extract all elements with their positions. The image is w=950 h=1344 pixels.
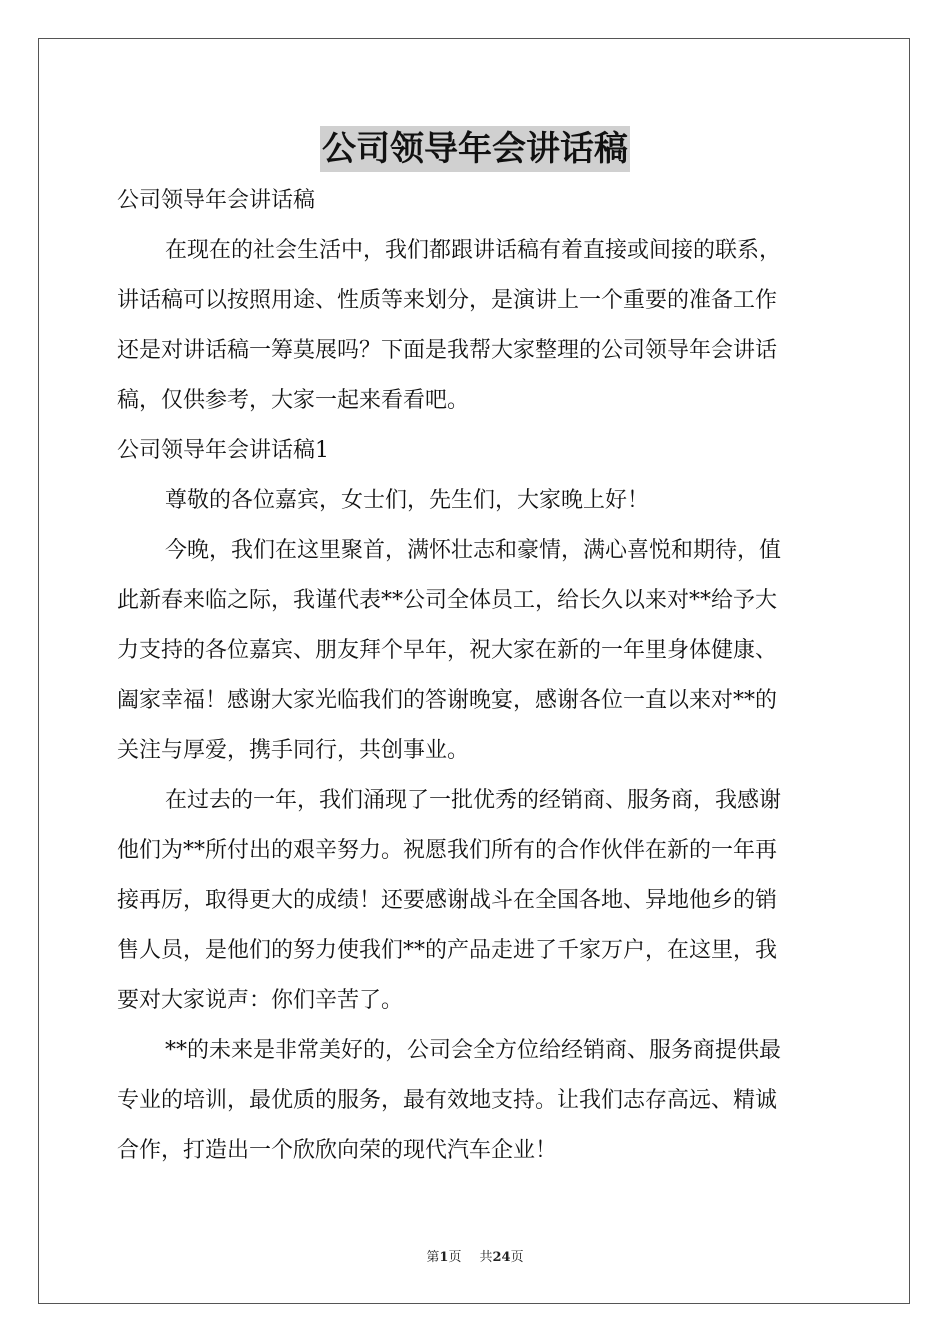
page-prefix: 第 [426, 1250, 440, 1265]
total-pages: 24 [492, 1250, 511, 1265]
text-line: 还是对讲话稿一筹莫展吗？下面是我帮大家整理的公司领导年会讲话 [117, 338, 778, 363]
text-line: 阖家幸福！感谢大家光临我们的答谢晚宴，感谢各位一直以来对**的 [117, 688, 778, 713]
total-suffix: 页 [510, 1250, 524, 1265]
text-line: 专业的培训，最优质的服务，最有效地支持。让我们志存高远、精诚 [117, 1088, 778, 1113]
text-line: 此新春来临之际，我谨代表**公司全体员工，给长久以来对**给予大 [117, 588, 778, 613]
text-line: 公司领导年会讲话稿 [117, 188, 316, 213]
total-prefix: 共 [479, 1250, 493, 1265]
text-line: 合作，打造出一个欣欣向荣的现代汽车企业！ [117, 1138, 558, 1163]
text-line: 接再厉，取得更大的成绩！还要感谢战斗在全国各地、异地他乡的销 [117, 888, 778, 913]
page-suffix: 页 [448, 1250, 462, 1265]
text-line: 力支持的各位嘉宾、朋友拜个早年，祝大家在新的一年里身体健康、 [117, 638, 778, 663]
document-title: 公司领导年会讲话稿 [320, 126, 630, 172]
page-footer [0, 1246, 950, 1265]
text-line: 他们为**所付出的艰辛努力。祝愿我们所有的合作伙伴在新的一年再 [117, 838, 778, 863]
text-line: 尊敬的各位嘉宾，女士们，先生们，大家晚上好！ [165, 488, 650, 513]
text-line: 稿，仅供参考，大家一起来看看吧。 [117, 388, 470, 413]
title-container [0, 126, 950, 172]
document-body [117, 176, 833, 1176]
text-line: 在过去的一年，我们涌现了一批优秀的经销商、服务商，我感谢 [165, 788, 782, 813]
text-line: 今晚，我们在这里聚首，满怀壮志和豪情，满心喜悦和期待，值 [165, 538, 782, 563]
text-line: 售人员，是他们的努力使我们**的产品走进了千家万户，在这里，我 [117, 938, 778, 963]
text-line: 在现在的社会生活中，我们都跟讲话稿有着直接或间接的联系， [165, 238, 782, 263]
page-number: 1 [439, 1250, 449, 1265]
text-line: 公司领导年会讲话稿1 [117, 438, 329, 463]
text-line: **的未来是非常美好的，公司会全方位给经销商、服务商提供最 [165, 1038, 782, 1063]
text-line: 关注与厚爱，携手同行，共创事业。 [117, 738, 470, 763]
text-line: 要对大家说声：你们辛苦了。 [117, 988, 404, 1013]
text-line: 讲话稿可以按照用途、性质等来划分，是演讲上一个重要的准备工作 [117, 288, 778, 313]
